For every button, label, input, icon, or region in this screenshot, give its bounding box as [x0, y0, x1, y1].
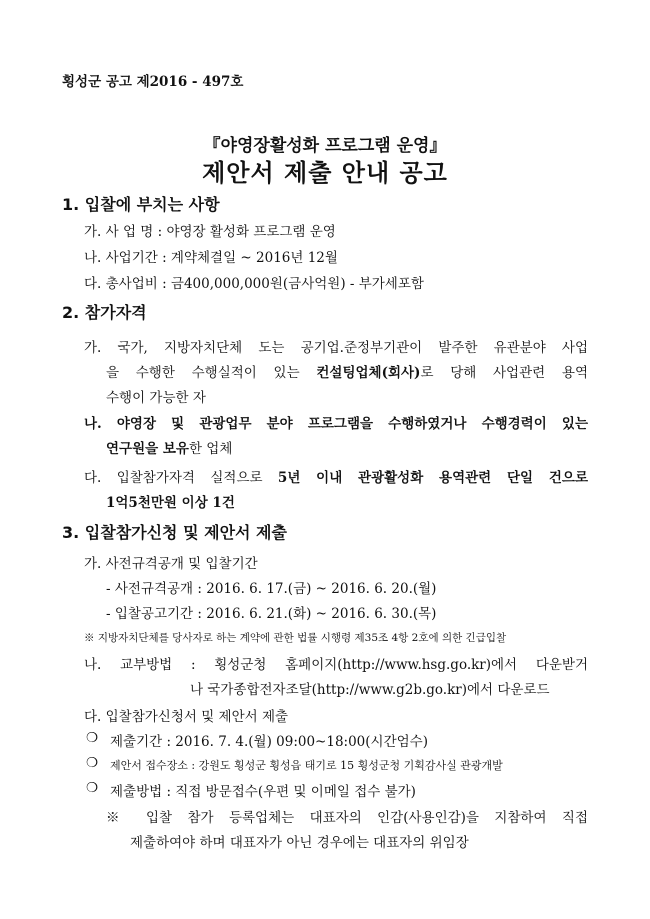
bid-notice-period: - 입찰공고기간 : 2016. 6. 21.(화) ~ 2016. 6. 30.(목): [106, 606, 437, 622]
qualification-b-line2: 연구원을 보유한 업체: [106, 441, 233, 457]
section-3-heading: 3. 입찰참가신청 및 제안서 제출: [62, 523, 287, 542]
qualification-c-line1: 다. 입찰참가자격 실적으로 5년 이내 관광활성화 용역관련 단일 건으로: [84, 470, 588, 486]
distribution-method-line1: 나. 교부방법 : 횡성군청 홈페이지(http://www.hsg.go.kr)에서 다운받거: [84, 657, 588, 673]
bullet-icon: ❍: [86, 755, 99, 771]
representative-note-line1: ※ 입찰 참가 등록업체는 대표자의 인감(사용인감)을 지참하여 직접: [106, 810, 588, 826]
project-name: 가. 사 업 명 : 야영장 활성화 프로그램 운영: [84, 224, 336, 240]
project-budget: 다. 총사업비 : 금400,000,000원(금사억원) - 부가세포함: [84, 276, 424, 292]
qualification-c-line2: 1억5천만원 이상 1건: [106, 495, 235, 511]
qualification-a-line3: 수행이 가능한 자: [106, 390, 206, 406]
submission-method: 제출방법 : 직접 방문접수(우편 및 이메일 접수 불가): [110, 784, 416, 800]
qualification-b-line1: 나. 야영장 및 관광업무 분야 프로그램을 수행하였거나 수행경력이 있는: [84, 416, 588, 432]
representative-note-line2: 제출하여야 하며 대표자가 아닌 경우에는 대표자의 위임장: [130, 835, 469, 851]
distribution-method-line2: 나 국가종합전자조달(http://www.g2b.go.kr)에서 다운로드: [190, 682, 550, 698]
urgent-bid-note: ※ 지방자치단체를 당사자로 하는 계약에 관한 법률 시행령 제35조 4항 2호에 의한 긴급입찰: [84, 632, 507, 644]
submission-location: 제안서 접수장소 : 강원도 횡성군 횡성읍 태기로 15 횡성군청 기획감사실 관광개발: [110, 759, 503, 772]
submission-period: 제출기간 : 2016. 7. 4.(월) 09:00~18:00(시간엄수): [110, 734, 428, 750]
bullet-icon: ❍: [86, 780, 99, 796]
schedule-label: 가. 사전규격공개 및 입찰기간: [84, 556, 258, 572]
qualification-a-line2: 을 수행한 수행실적이 있는 컨설팅업체(회사)로 당해 사업관련 용역: [106, 365, 588, 381]
submission-label: 다. 입찰참가신청서 및 제안서 제출: [84, 709, 289, 725]
spec-disclosure-period: - 사전규격공개 : 2016. 6. 17.(금) ~ 2016. 6. 20.(월): [106, 581, 437, 597]
section-2-heading: 2. 참가자격: [62, 303, 147, 322]
page-title: 제안서 제출 안내 공고: [202, 159, 448, 187]
bullet-icon: ❍: [86, 730, 99, 746]
title-subtitle: 『야영장활성화 프로그램 운영』: [203, 136, 447, 156]
section-1-heading: 1. 입찰에 부치는 사항: [62, 195, 220, 214]
project-period: 나. 사업기간 : 계약체결일 ~ 2016년 12월: [84, 250, 338, 266]
qualification-a-line1: 가. 국가, 지방자치단체 도는 공기업.준정부기관이 발주한 유관분야 사업: [84, 340, 588, 356]
document-number: 횡성군 공고 제2016 - 497호: [62, 74, 244, 90]
